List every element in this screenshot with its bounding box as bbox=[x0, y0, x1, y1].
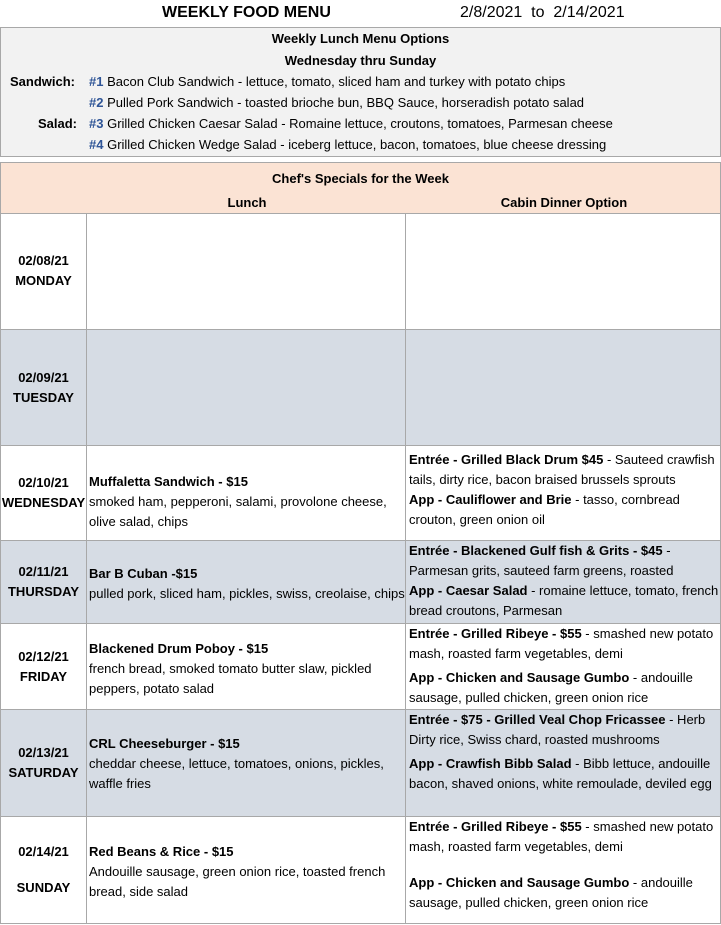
lunch-title: Bar B Cuban -$15 bbox=[89, 566, 198, 581]
lunch-column-header: Lunch bbox=[227, 195, 267, 210]
table-row bbox=[0, 541, 721, 624]
row-date: 02/10/21 bbox=[18, 475, 69, 490]
row-date: 02/08/21 bbox=[18, 253, 69, 268]
entree-description: - Sauteed crawfish tails, dirty rice, bacon braised brussels sprouts bbox=[409, 452, 715, 487]
specials-title: Chef's Specials for the Week bbox=[272, 171, 449, 186]
entree-description: - smashed new potato mash, roasted farm vegetables, demi bbox=[409, 626, 714, 661]
lunch-cell bbox=[87, 817, 406, 923]
dinner-cell bbox=[407, 213, 720, 329]
app-description: - romaine lettuce, tomato, french bread croutons, Parmesan bbox=[409, 583, 719, 618]
dinner-cell bbox=[407, 446, 720, 540]
lunch-option: #2 Pulled Pork Sandwich - toasted brioche bun, BBQ Sauce, horseradish potato salad bbox=[89, 95, 585, 110]
table-row bbox=[0, 710, 721, 817]
row-day: FRIDAY bbox=[19, 668, 68, 684]
specials-header bbox=[0, 162, 721, 214]
entree-title: Entrée - $75 - Grilled Veal Chop Fricassee bbox=[409, 712, 666, 727]
app-description: - tasso, cornbread crouton, green onion oil bbox=[409, 492, 680, 527]
table-row bbox=[0, 330, 721, 446]
row-day: SUNDAY bbox=[16, 880, 71, 895]
lunch-description: cheddar cheese, lettuce, tomatoes, onions, pickles, waffle fries bbox=[89, 756, 384, 791]
lunch-option: #1 Bacon Club Sandwich - lettuce, tomato, sliced ham and turkey with potato chips bbox=[89, 74, 566, 89]
lunch-option: #4 Grilled Chicken Wedge Salad - iceberg lettuce, bacon, tomatoes, blue cheese dressing bbox=[89, 137, 607, 152]
row-day: WEDNESDAY bbox=[1, 495, 86, 510]
app-title: App - Chicken and Sausage Gumbo bbox=[409, 670, 630, 685]
row-date: 02/12/21 bbox=[18, 648, 69, 664]
entree-description: - smashed new potato mash, roasted farm vegetables, demi bbox=[409, 819, 714, 854]
table-row bbox=[0, 446, 721, 541]
lunch-options-subheading: Wednesday thru Sunday bbox=[0, 50, 721, 72]
lunch-cell bbox=[87, 541, 406, 623]
row-date: 02/14/21 bbox=[18, 844, 69, 859]
dinner-cell bbox=[407, 817, 720, 923]
entree-title: Entrée - Grilled Ribeye - $55 bbox=[409, 819, 582, 834]
app-description: - andouille sausage, pulled chicken, green onion rice bbox=[409, 670, 693, 705]
row-day: SATURDAY bbox=[8, 765, 79, 780]
dinner-cell bbox=[407, 710, 720, 816]
lunch-cell bbox=[87, 710, 406, 816]
sandwich-label: Sandwich: bbox=[10, 74, 76, 89]
dinner-cell bbox=[407, 624, 720, 709]
table-row bbox=[0, 817, 721, 924]
row-date: 02/11/21 bbox=[18, 564, 69, 579]
dinner-cell bbox=[407, 541, 720, 623]
row-day: TUESDAY bbox=[13, 389, 74, 405]
lunch-options-list bbox=[0, 71, 721, 157]
row-day: MONDAY bbox=[15, 273, 72, 288]
lunch-description: Andouille sausage, green onion rice, toasted french bread, side salad bbox=[89, 864, 386, 899]
lunch-cell bbox=[87, 213, 406, 329]
entree-description: - Parmesan grits, sauteed farm greens, roasted bbox=[409, 543, 674, 578]
row-day: THURSDAY bbox=[7, 584, 80, 599]
lunch-title: Muffaletta Sandwich - $15 bbox=[89, 474, 248, 489]
lunch-cell bbox=[87, 624, 406, 709]
entree-description: - Herb Dirty rice, Swiss chard, roasted mushrooms bbox=[409, 712, 706, 747]
page-title: WEEKLY FOOD MENU bbox=[162, 4, 331, 21]
dinner-cell bbox=[407, 330, 720, 445]
row-date: 02/13/21 bbox=[18, 745, 69, 760]
lunch-description: french bread, smoked tomato butter slaw, pickled peppers, potato salad bbox=[89, 660, 372, 696]
app-title: App - Caesar Salad bbox=[409, 583, 528, 598]
lunch-cell bbox=[87, 446, 406, 540]
lunch-description: smoked ham, pepperoni, salami, provolone cheese, olive salad, chips bbox=[89, 494, 387, 529]
lunch-title: Red Beans & Rice - $15 bbox=[89, 844, 234, 859]
lunch-title: Blackened Drum Poboy - $15 bbox=[89, 640, 269, 656]
lunch-description: pulled pork, sliced ham, pickles, swiss, creolaise, chips bbox=[89, 586, 405, 601]
dinner-column-header: Cabin Dinner Option bbox=[500, 195, 628, 210]
entree-title: Entrée - Grilled Black Drum $45 bbox=[409, 452, 604, 467]
date-range: 2/8/2021 to 2/14/2021 bbox=[460, 4, 625, 21]
lunch-options-heading: Weekly Lunch Menu Options bbox=[0, 27, 721, 51]
app-title: App - Crawfish Bibb Salad bbox=[409, 756, 572, 771]
app-description: - Bibb lettuce, andouille bacon, shaved onions, white remoulade, deviled egg bbox=[409, 756, 712, 791]
app-title: App - Cauliflower and Brie bbox=[409, 492, 572, 507]
salad-label: Salad: bbox=[38, 116, 78, 131]
app-description: - andouille sausage, pulled chicken, green onion rice bbox=[409, 875, 693, 910]
table-row bbox=[0, 624, 721, 710]
table-row bbox=[0, 213, 721, 330]
entree-title: Entrée - Grilled Ribeye - $55 bbox=[409, 626, 582, 641]
header bbox=[0, 0, 721, 27]
lunch-cell bbox=[87, 330, 406, 445]
lunch-title: CRL Cheeseburger - $15 bbox=[89, 736, 240, 751]
row-date: 02/09/21 bbox=[18, 369, 69, 385]
lunch-option: #3 Grilled Chicken Caesar Salad - Romaine lettuce, croutons, tomatoes, Parmesan cheese bbox=[89, 116, 613, 131]
entree-title: Entrée - Blackened Gulf fish & Grits - $45 bbox=[409, 543, 663, 558]
app-title: App - Chicken and Sausage Gumbo bbox=[409, 875, 630, 890]
